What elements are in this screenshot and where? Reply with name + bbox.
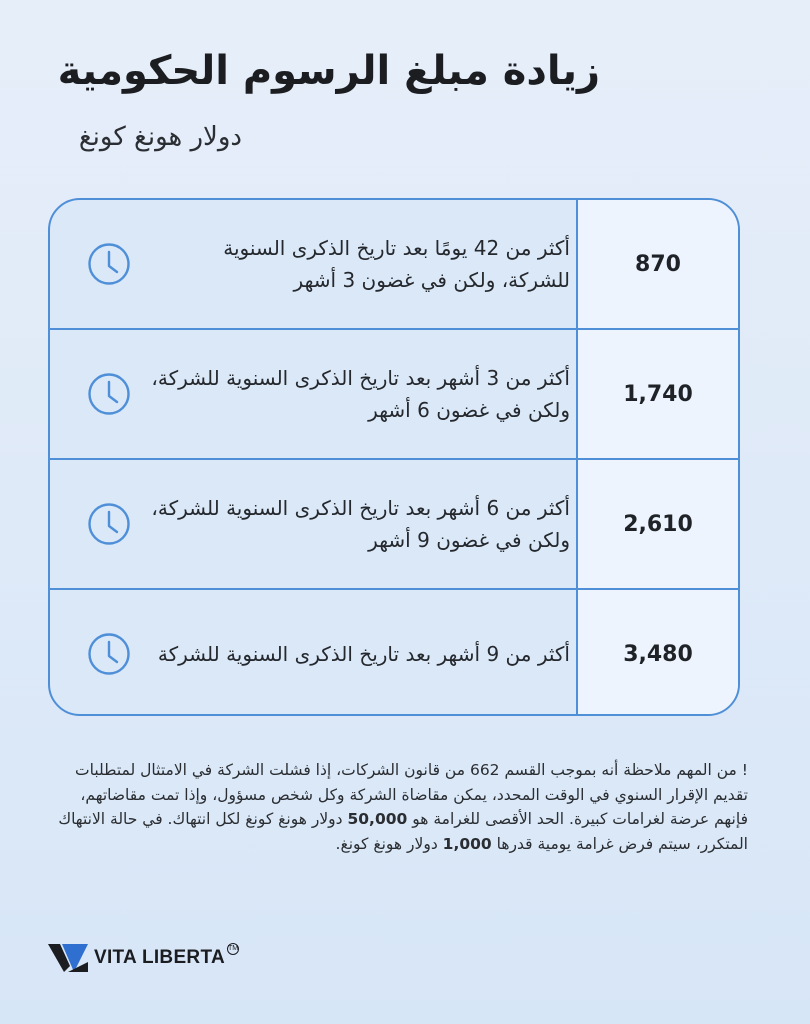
note-text: دولار هونغ كونغ. [335,834,443,853]
legal-note [48,758,748,856]
period-label: أكثر من 42 يومًا بعد تاريخ الذكرى السنوية للشركة، ولكن في غضون 3 أشهر [223,236,570,292]
fee-amount: 870 [576,200,738,328]
trademark-mark: TM [227,943,239,955]
table-row [50,330,738,460]
table-row [50,200,738,330]
note-text: ! من المهم ملاحظة أنه بموجب القسم 662 من قانون الشركات، إذا فشلت الشركة في الامتثال لمتطلبات تقديم الإقرار السنوي في الوقت المحدد، يمكن مقاضاة الشركة وكل شخص مسؤول، وإذا تمت مقاضاتهم، فإنهم عرضة لغرامات كبيرة. الحد الأقصى للغرامة هو [75,761,748,828]
currency-subtitle: دولار هونغ كونغ [78,122,242,152]
fee-table [48,198,740,716]
fee-amount: 2,610 [576,460,738,588]
table-row [50,460,738,590]
fee-amount: 1,740 [576,330,738,458]
clock-icon [86,241,132,287]
fee-amount: 3,480 [576,590,738,716]
period-label: أكثر من 3 أشهر بعد تاريخ الذكرى السنوية للشركة، ولكن في غضون 6 أشهر [151,366,570,422]
page-title: زيادة مبلغ الرسوم الحكومية [57,48,600,94]
brand-logo [48,940,308,976]
vita-liberta-logo-icon [48,942,88,974]
clock-icon [86,501,132,547]
clock-icon [86,631,132,677]
logo-text: VITA LIBERTA [94,947,225,968]
note-text: دولار هونغ كونغ لكل انتهاك. في حالة الانتهاك المتكرر، سيتم فرض غرامة يومية قدرها [58,810,748,853]
daily-fine-amount: 1,000 [442,834,492,853]
max-fine-amount: 50,000 [347,810,408,828]
clock-icon [86,371,132,417]
table-row [50,590,738,716]
period-label: أكثر من 9 أشهر بعد تاريخ الذكرى السنوية للشركة [157,642,570,666]
period-label: أكثر من 6 أشهر بعد تاريخ الذكرى السنوية للشركة، ولكن في غضون 9 أشهر [151,496,570,552]
